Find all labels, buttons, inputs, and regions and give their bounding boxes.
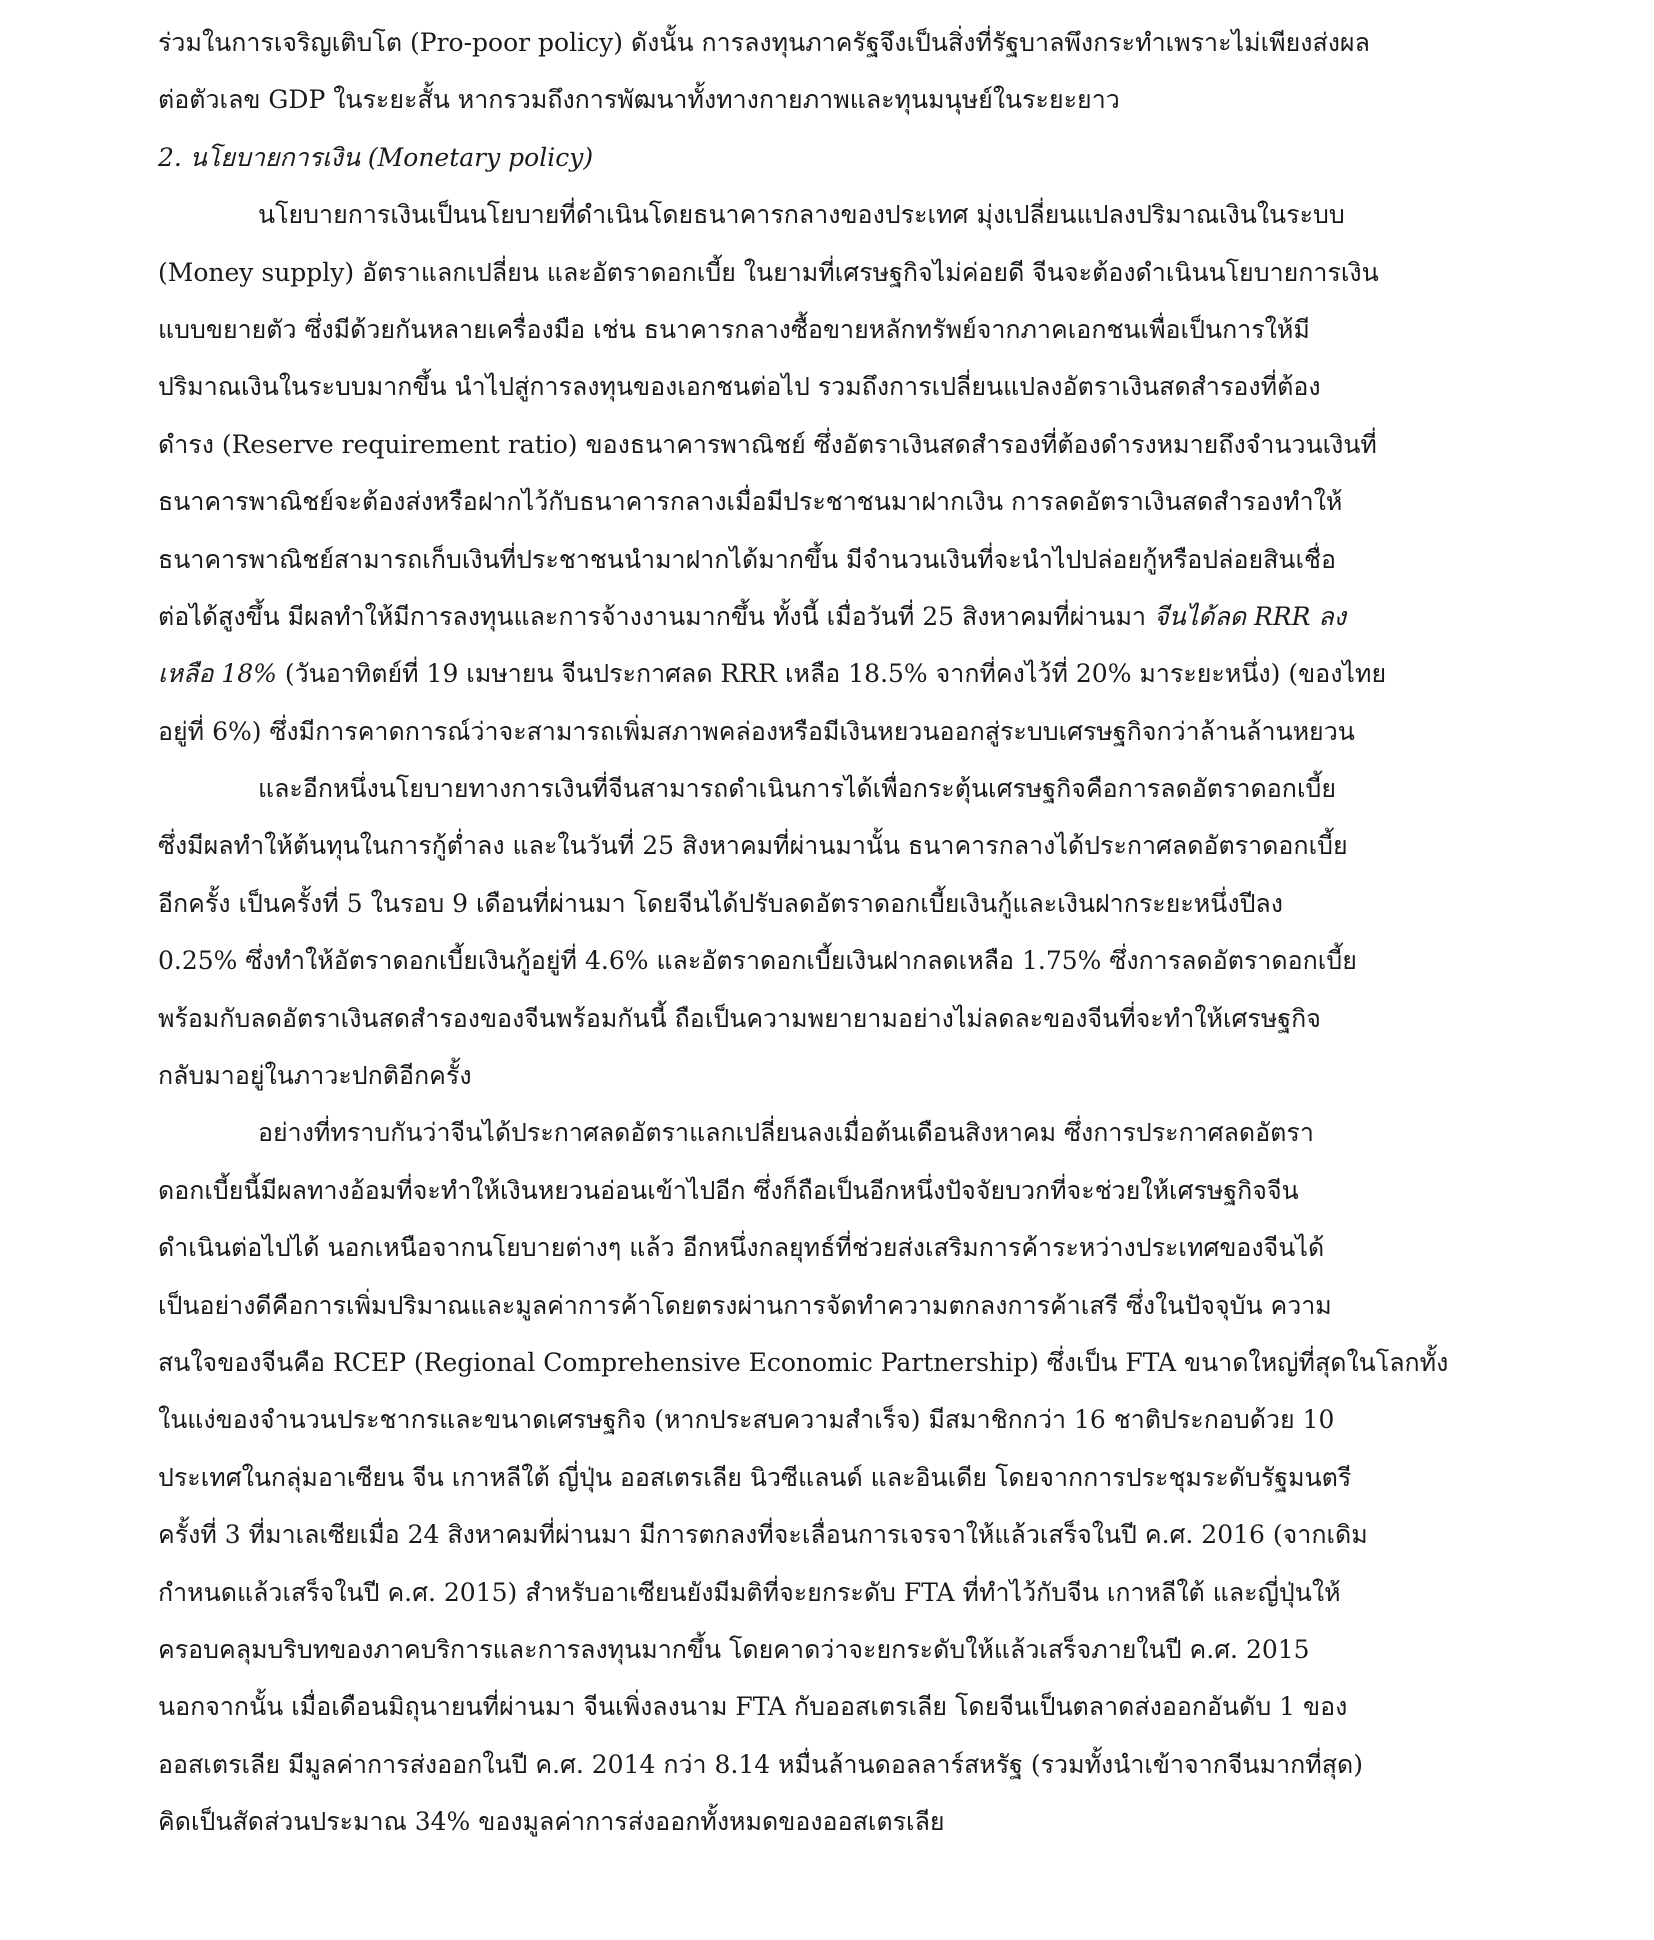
text-run: (วันอาทิตย์ที่ 19 เมษายน จีนประกาศลด RRR เหลือ 18.5% จากที่คงไว้ที่ 20% มาระยะหนึ่ง) (ของไทย	[276, 659, 1387, 689]
italic-emphasis: เหลือ 18%	[158, 659, 277, 689]
text-line: ต่อตัวเลข GDP ในระยะสั้น หากรวมถึงการพัฒนาทั้งทางกายภาพและทุนมนุษย์ในระยะยาว	[158, 85, 1120, 115]
text-line	[158, 588, 1512, 645]
text-line: กำหนดแล้วเสร็จในปี ค.ศ. 2015) สำหรับอาเซียนยังมีมติที่จะยกระดับ FTA ที่ทำไว้กับจีน เกาหลีใต้ และญี่ปุ่นให้	[158, 1577, 1341, 1607]
text-line: กลับมาอยู่ในภาวะปกติอีกครั้ง	[158, 1061, 472, 1091]
text-line: ดอกเบี้ยนี้มีผลทางอ้อมที่จะทำให้เงินหยวนอ่อนเข้าไปอีก ซึ่งก็ถือเป็นอีกหนึ่งปัจจัยบวกที่จะช่วยให้เศรษฐกิจจีน	[158, 1175, 1299, 1205]
text-line: อีกครั้ง เป็นครั้งที่ 5 ในรอบ 9 เดือนที่ผ่านมา โดยจีนได้ปรับลดอัตราดอกเบี้ยเงินกู้และเงินฝากระยะหนึ่งปีลง	[158, 888, 1283, 918]
text-run: ต่อได้สูงขึ้น มีผลทำให้มีการลงทุนและการจ้างงานมากขึ้น ทั้งนี้ เมื่อวันที่ 25 สิงหาคมที่ผ่านมา	[158, 601, 1154, 631]
text-line: พร้อมกับลดอัตราเงินสดสำรองของจีนพร้อมกันนี้ ถือเป็นความพยายามอย่างไม่ลดละของจีนที่จะทำให้เศรษฐกิจ	[158, 1003, 1321, 1033]
text-line: คิดเป็นสัดส่วนประมาณ 34% ของมูลค่าการส่งออกทั้งหมดของออสเตรเลีย	[158, 1807, 945, 1837]
text-line: นอกจากนั้น เมื่อเดือนมิถุนายนที่ผ่านมา จีนเพิ่งลงนาม FTA กับออสเตรเลีย โดยจีนเป็นตลาดส่งออกอันดับ 1 ของ	[158, 1692, 1348, 1722]
text-line: (Money supply) อัตราแลกเปลี่ยน และอัตราดอกเบี้ย ในยามที่เศรษฐกิจไม่ค่อยดี จีนจะต้องดำเนินนโยบายการเงิน	[158, 257, 1379, 287]
text-line: ครั้งที่ 3 ที่มาเลเซียเมื่อ 24 สิงหาคมที่ผ่านมา มีการตกลงที่จะเลื่อนการเจรจาให้แล้วเสร็จในปี ค.ศ. 2016 (จากเดิม	[158, 1520, 1368, 1550]
text-line: ธนาคารพาณิชย์จะต้องส่งหรือฝากไว้กับธนาคารกลางเมื่อมีประชาชนมาฝากเงิน การลดอัตราเงินสดสำรองทำให้	[158, 487, 1343, 517]
text-line: ในแง่ของจำนวนประชากรและขนาดเศรษฐกิจ (หากประสบความสำเร็จ) มีสมาชิกกว่า 16 ชาติประกอบด้วย 10	[158, 1405, 1335, 1435]
text-line: ครอบคลุมบริบทของภาคบริการและการลงทุนมากขึ้น โดยคาดว่าจะยกระดับให้แล้วเสร็จภายในปี ค.ศ. 2015	[158, 1634, 1310, 1664]
text-line: ออสเตรเลีย มีมูลค่าการส่งออกในปี ค.ศ. 2014 กว่า 8.14 หมื่นล้านดอลลาร์สหรัฐ (รวมทั้งนำเข้าจากจีนมากที่สุด)	[158, 1749, 1364, 1779]
text-line: 0.25% ซึ่งทำให้อัตราดอกเบี้ยเงินกู้อยู่ที่ 4.6% และอัตราดอกเบี้ยเงินฝากลดเหลือ 1.75% ซึ่งการลดอัตราดอกเบี้ย	[158, 946, 1357, 976]
text-line: ประเทศในกลุ่มอาเซียน จีน เกาหลีใต้ ญี่ปุ่น ออสเตรเลีย นิวซีแลนด์ และอินเดีย โดยจากการประชุมระดับรัฐมนตรี	[158, 1462, 1352, 1492]
text-line: อย่างที่ทราบกันว่าจีนได้ประกาศลดอัตราแลกเปลี่ยนลงเมื่อต้นเดือนสิงหาคม ซึ่งการประกาศลดอัตรา	[258, 1118, 1314, 1148]
text-line: อยู่ที่ 6%) ซึ่งมีการคาดการณ์ว่าจะสามารถเพิ่มสภาพคล่องหรือมีเงินหยวนออกสู่ระบบเศรษฐกิจกว่าล้านล้านหยวน	[158, 716, 1355, 746]
text-line: สนใจของจีนคือ RCEP (Regional Comprehensive Economic Partnership) ซึ่งเป็น FTA ขนาดใหญ่ที่สุดในโลกทั้ง	[158, 1347, 1449, 1377]
text-line: และอีกหนึ่งนโยบายทางการเงินที่จีนสามารถดำเนินการได้เพื่อกระตุ้นเศรษฐกิจคือการลดอัตราดอกเบี้ย	[258, 774, 1337, 804]
text-line: ซึ่งมีผลทำให้ต้นทุนในการกู้ต่ำลง และในวันที่ 25 สิงหาคมที่ผ่านมานั้น ธนาคารกลางได้ประกาศลดอัตราดอกเบี้ย	[158, 831, 1348, 861]
italic-emphasis: จีนได้ลด RRR ลง	[1153, 601, 1346, 631]
text-line: ธนาคารพาณิชย์สามารถเก็บเงินที่ประชาชนนำมาฝากได้มากขึ้น มีจำนวนเงินที่จะนำไปปล่อยกู้หรือปล่อยสินเชื่อ	[158, 544, 1336, 574]
text-line: นโยบายการเงินเป็นนโยบายที่ดำเนินโดยธนาคารกลางของประเทศ มุ่งเปลี่ยนแปลงปริมาณเงินในระบบ	[258, 200, 1345, 230]
text-line: แบบขยายตัว ซึ่งมีด้วยกันหลายเครื่องมือ เช่น ธนาคารกลางซื้อขายหลักทรัพย์จากภาคเอกชนเพื่อเป็นการให้มี	[158, 314, 1310, 344]
text-line: ปริมาณเงินในระบบมากขึ้น นำไปสู่การลงทุนของเอกชนต่อไป รวมถึงการเปลี่ยนแปลงอัตราเงินสดสำรองที่ต้อง	[158, 372, 1321, 402]
text-line: เป็นอย่างดีคือการเพิ่มปริมาณและมูลค่าการค้าโดยตรงผ่านการจัดทำความตกลงการค้าเสรี ซึ่งในปัจจุบัน ความ	[158, 1290, 1332, 1320]
text-line: ดำเนินต่อไปได้ นอกเหนือจากนโยบายต่างๆ แล้ว อีกหนึ่งกลยุทธ์ที่ช่วยส่งเสริมการค้าระหว่างประเทศของจีนได้	[158, 1233, 1325, 1263]
document-body	[158, 14, 1512, 1851]
section-heading: 2. นโยบายการเงิน (Monetary policy)	[158, 142, 594, 172]
text-line: ร่วมในการเจริญเติบโต (Pro-poor policy) ดังนั้น การลงทุนภาครัฐจึงเป็นสิ่งที่รัฐบาลพึงกระทำเพราะไม่เพียงส่งผล	[158, 28, 1370, 57]
text-line	[158, 645, 1512, 702]
text-line: ดำรง (Reserve requirement ratio) ของธนาคารพาณิชย์ ซึ่งอัตราเงินสดสำรองที่ต้องดำรงหมายถึงจำนวนเงินที่	[158, 429, 1377, 459]
